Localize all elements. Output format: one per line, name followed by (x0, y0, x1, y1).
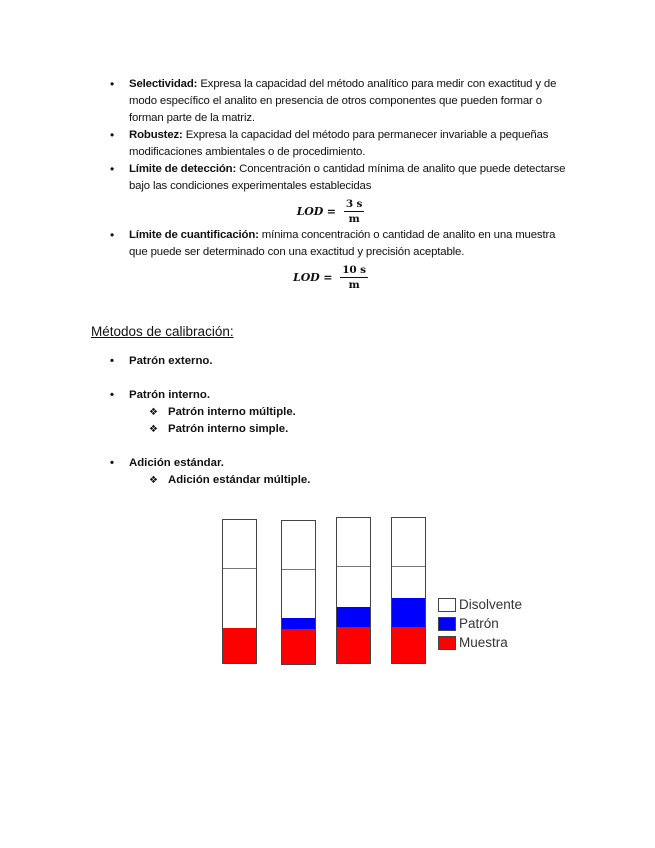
standard-layer (392, 598, 425, 627)
flask-tube-4 (391, 517, 426, 664)
definition-text: Expresa la capacidad del método analítico para medir con exactitud y de modo específico el analito en presencia de otros componentes que pueden formar o forman parte de la matriz. (129, 78, 557, 124)
legend-swatch-sample (438, 636, 456, 650)
method-patron-externo (110, 353, 510, 370)
formula-lhs: LOD = (293, 270, 333, 284)
method-label: Adición estándar. (129, 457, 224, 469)
definition-text: Concentración o cantidad mínima de analito que puede detectarse bajo las condiciones experimentales establecidas (129, 163, 566, 192)
methods-list (110, 353, 510, 506)
section-title: Métodos de calibración: (91, 324, 234, 339)
definition-robustez (110, 127, 570, 161)
solvent-mark (223, 568, 256, 569)
flask-tube-3 (336, 517, 371, 664)
formula-denominator: m (348, 278, 360, 291)
sub-method-item: ❖ Adición estándar múltiple. (149, 472, 510, 489)
solvent-mark (337, 566, 370, 567)
legend-label: Disolvente (459, 597, 523, 612)
definition-text: mínima concentración o cantidad de analito en una muestra que puede ser determinado con una exactitud y precisión aceptable. (129, 229, 556, 258)
sample-layer (223, 628, 256, 663)
definition-limite-cuantificacion (110, 227, 570, 293)
flask-tube-1 (222, 519, 257, 664)
legend-label: Muestra (459, 635, 508, 650)
method-sublist (129, 472, 510, 489)
legend-swatch-solvent (438, 598, 456, 612)
definition-text: Expresa la capacidad del método para permanecer invariable a pequeñas modificaciones ambientales o de procedimiento. (129, 129, 549, 158)
lod-formula (91, 195, 570, 227)
definitions-list (110, 76, 570, 293)
method-label: Patrón externo. (129, 355, 213, 367)
definition-term: Límite de cuantificación: (129, 229, 259, 241)
legend-label: Patrón (459, 616, 499, 631)
legend-swatch-standard (438, 617, 456, 631)
formula-fraction (344, 197, 364, 226)
formula-numerator: 10 s (342, 263, 366, 276)
formula-denominator: m (348, 212, 360, 225)
method-adicion-estandar (110, 455, 510, 489)
sub-method-item: ❖ Patrón interno múltiple. (149, 404, 510, 421)
standard-addition-figure (222, 515, 542, 670)
standard-layer (337, 607, 370, 627)
sample-layer (282, 629, 315, 664)
loq-formula (91, 261, 570, 293)
sample-layer (337, 627, 370, 663)
method-label: Patrón interno. (129, 389, 211, 401)
definition-term: Robustez: (129, 129, 183, 141)
figure-legend (438, 595, 522, 652)
sub-method-item: ❖ Patrón interno simple. (149, 421, 510, 438)
flask-tube-2 (281, 520, 316, 665)
formula-lhs: LOD = (296, 204, 336, 218)
sample-layer (392, 627, 425, 663)
formula-numerator: 3 s (345, 197, 363, 210)
method-patron-interno (110, 387, 510, 438)
legend-item-sample (438, 633, 522, 652)
standard-layer (282, 618, 315, 629)
legend-item-solvent (438, 595, 522, 614)
definition-term: Selectividad: (129, 78, 198, 90)
solvent-mark (282, 569, 315, 570)
definition-selectividad (110, 76, 570, 127)
method-sublist (129, 404, 510, 438)
legend-item-standard (438, 614, 522, 633)
solvent-mark (392, 566, 425, 567)
definition-term: Límite de detección: (129, 163, 237, 175)
definition-limite-deteccion (110, 161, 570, 227)
formula-fraction (340, 263, 368, 292)
